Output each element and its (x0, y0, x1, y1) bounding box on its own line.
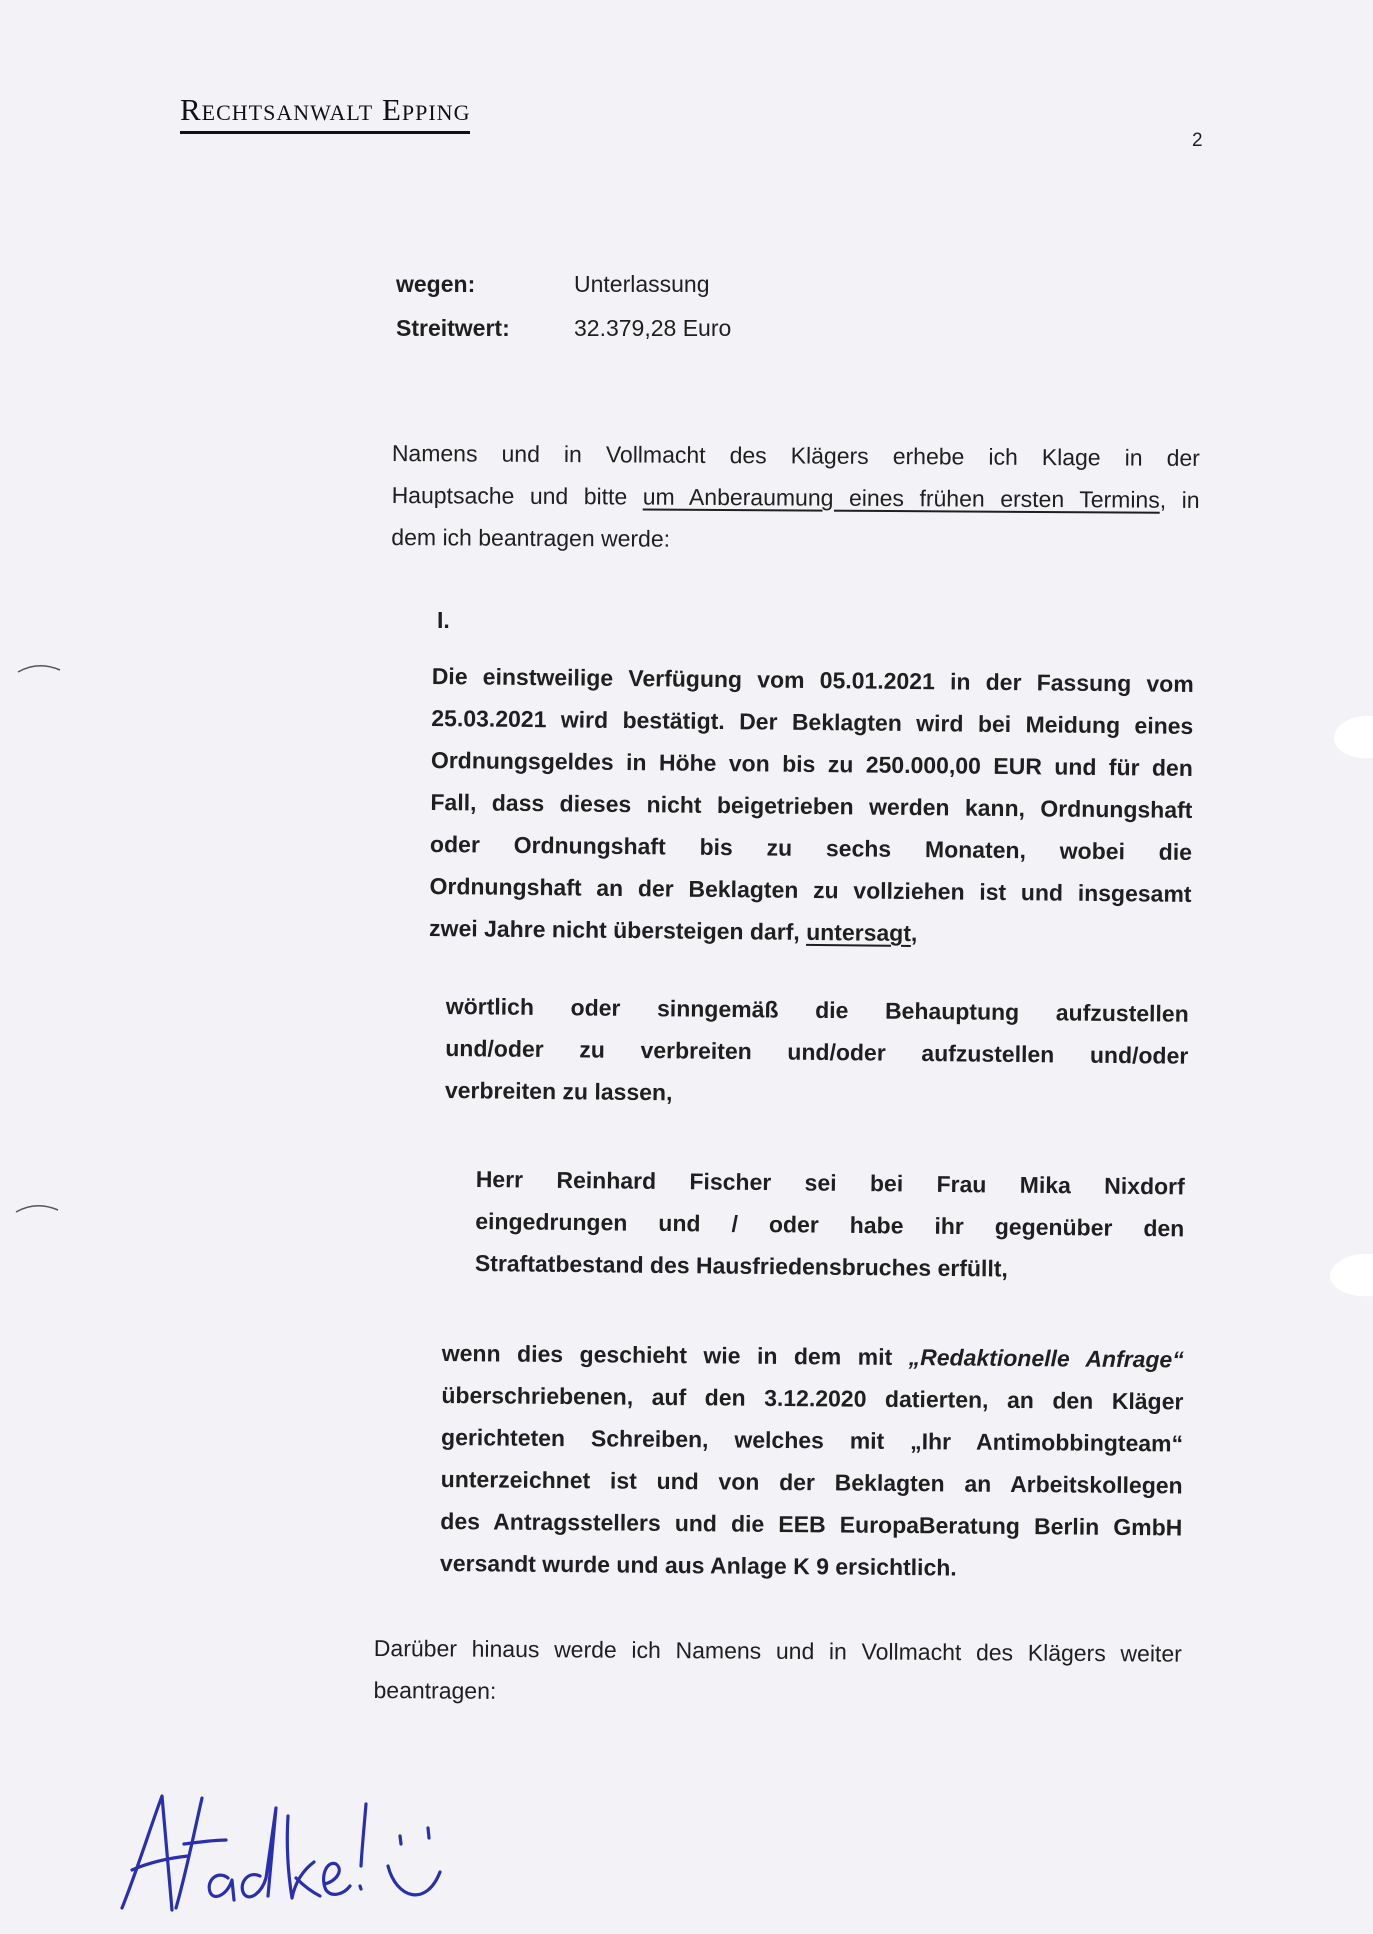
claim-paragraph (429, 655, 1194, 957)
text-line: Darüber hinaus werde ich Namens und in Vollmacht des Klägers weiter (373, 1634, 1182, 1667)
text-line: dem ich beantragen werde: (391, 523, 671, 552)
intro-paragraph (391, 432, 1200, 563)
page-number: 2 (1192, 130, 1203, 151)
meta-value: Unterlassung (574, 270, 710, 297)
text-line: unterzeichnet ist und von der Beklagten an Arbeitskollegen (440, 1465, 1183, 1499)
text-fragment: , in (1159, 486, 1200, 513)
text-line: versandt wurde und aus Anlage K 9 ersichtlich. (439, 1549, 957, 1581)
meta-label: Streitwert: (396, 314, 510, 341)
text-line: Ordnungsgeldes in Höhe von bis zu 250.000,00 EUR und für den (430, 746, 1193, 781)
text-line: beantragen: (373, 1676, 497, 1704)
text-line: des Antragsstellers und die EEB EuropaBeratung Berlin GmbH (440, 1507, 1183, 1541)
text-fragment: zwei Jahre nicht übersteigen darf, (429, 914, 807, 945)
text-line: und/oder zu verbreiten und/oder aufzustellen und/oder (445, 1034, 1189, 1069)
meta-row-subject (396, 262, 731, 306)
text-fragment: wenn dies geschieht wie in dem mit (441, 1339, 909, 1371)
letterhead-title: Rechtsanwalt Epping (180, 92, 470, 134)
text-line: eingedrungen und / oder habe ihr gegenüber den (475, 1207, 1185, 1242)
text-fragment: Hauptsache und bitte (391, 481, 643, 510)
section-numeral: I. (437, 607, 450, 633)
text-line: Herr Reinhard Fischer sei bei Frau Mika Nixdorf (475, 1165, 1185, 1200)
text-line: verbreiten zu lassen, (444, 1076, 673, 1106)
text-line (429, 907, 1191, 957)
italic-title: „Redaktionelle Anfrage“ (908, 1344, 1184, 1373)
text-line: gerichteten Schreiben, welches mit „Ihr Antimobbingteam“ (440, 1423, 1184, 1457)
punch-hole-shape (1318, 1252, 1373, 1300)
text-line: 25.03.2021 wird bestätigt. Der Beklagten wird bei Meidung eines (431, 704, 1194, 739)
handwritten-annotation (110, 1758, 450, 1928)
meta-label: wegen: (396, 270, 476, 297)
text-line: Ordnungshaft an der Beklagten zu vollziehen ist und insgesamt (429, 872, 1192, 907)
text-line: Straftatbestand des Hausfriedensbruches erfüllt, (474, 1249, 1008, 1282)
text-line (442, 1332, 1184, 1380)
text-line: Fall, dass dieses nicht beigetrieben werden kann, Ordnungshaft (430, 788, 1193, 823)
underlined-word: untersagt (806, 918, 912, 947)
case-meta (396, 262, 731, 350)
underlined-phrase: um Anberaumung eines frühen ersten Termins (642, 483, 1160, 513)
text-line: Die einstweilige Verfügung vom 05.01.2021 in der Fassung vom (431, 662, 1194, 697)
text-line (391, 474, 1199, 521)
text-line: oder Ordnungshaft bis zu sechs Monaten, wobei die (429, 830, 1193, 865)
punch-hole-shape (1320, 712, 1373, 762)
text-fragment: , (910, 920, 918, 947)
text-line: überschriebenen, auf den 3.12.2020 datierten, an den Kläger (441, 1381, 1184, 1415)
allegation-paragraph (475, 1158, 1185, 1291)
text-line: wörtlich oder sinngemäß die Behauptung aufzustellen (445, 992, 1189, 1027)
meta-value: 32.379,28 Euro (574, 314, 732, 341)
statement-paragraph (445, 985, 1189, 1119)
meta-row-value (396, 306, 731, 350)
text-line: Namens und in Vollmacht des Klägers erhebe ich Klage in der (391, 439, 1200, 471)
condition-paragraph (440, 1332, 1184, 1590)
punch-mark-shape (14, 660, 64, 674)
punch-mark-shape (12, 1200, 62, 1214)
closing-paragraph (373, 1627, 1182, 1717)
